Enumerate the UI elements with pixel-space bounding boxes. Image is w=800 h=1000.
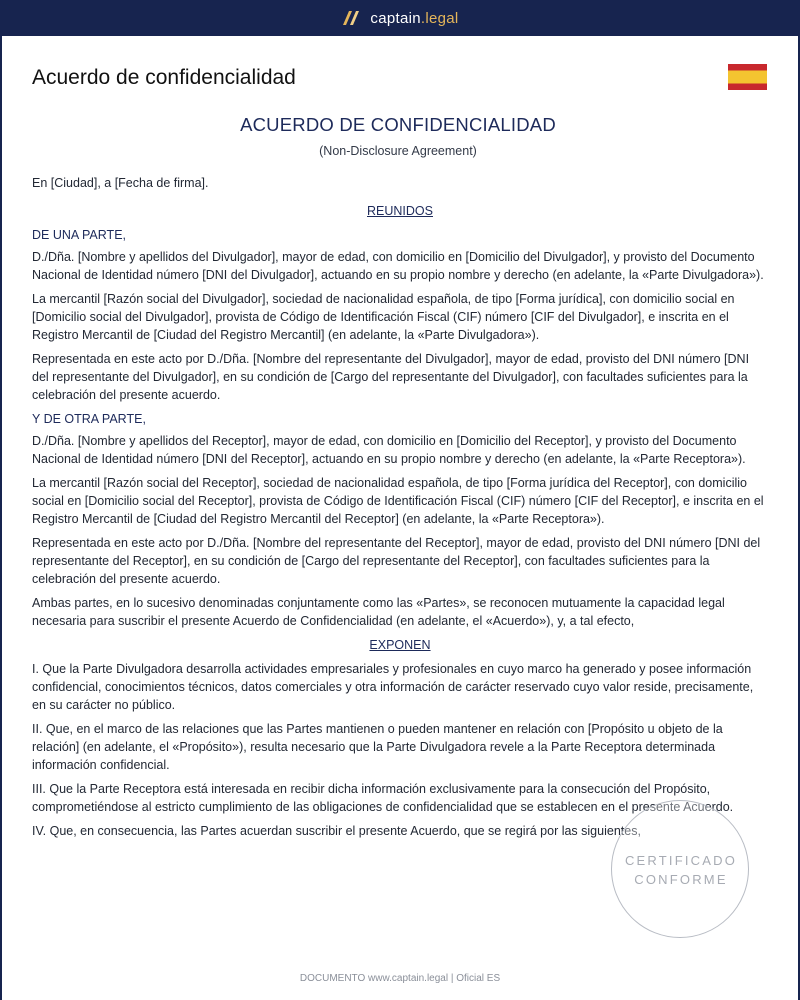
certified-stamp <box>611 800 749 938</box>
section-heading-reunidos: REUNIDOS <box>367 204 433 218</box>
stamp-line-1: CERTIFICADO <box>624 853 738 868</box>
page-title: Acuerdo de confidencialidad <box>32 66 296 89</box>
party-two-heading: Y DE OTRA PARTE, <box>32 412 146 426</box>
document-title: ACUERDO DE CONFIDENCIALIDAD <box>240 114 556 135</box>
document-subtitle: (Non-Disclosure Agreement) <box>319 144 477 158</box>
exponen-item: I. Que la Parte Divulgadora desarrolla actividades empresariales y profesionales en cuyo marco ha generado y posee información confidencial, conocimientos técnicos, datos comerciales y otra información de carácter reservado cuyo valor reside, precisamente, en su carácter no público. <box>32 662 754 712</box>
document-body <box>32 174 768 846</box>
exponen-item: IV. Que, en consecuencia, las Partes acuerdan suscribir el presente Acuerdo, que se regirá por las siguientes, <box>32 824 641 838</box>
brand-name: captain.legal <box>370 9 459 27</box>
place-date: En [Ciudad], a [Fecha de firma]. <box>32 176 209 190</box>
footer: DOCUMENTO www.captain.legal | Oficial ES <box>299 973 501 984</box>
party-two-paragraph: Representada en este acto por D./Dña. [Nombre del representante del Receptor], mayor de edad, provisto del DNI número [DNI del representante del Receptor], en su condición de [Cargo del representante del Receptor], con facultades suficientes para la celebración del presente acuerdo. <box>32 536 761 586</box>
exponen-item: III. Que la Parte Receptora está interesada en recibir dicha información exclusivamente para la consecución del Propósito, comprometiéndose al estricto cumplimiento de las obligaciones de confidencialidad que se establecen en el presente Acuerdo. <box>32 782 734 814</box>
party-two-paragraph: D./Dña. [Nombre y apellidos del Receptor], mayor de edad, con domicilio en [Domicilio del Receptor], y provisto del Documento Nacional de Identidad número [DNI del Receptor], actuando en su propio nombre y derecho (en adelante, la «Parte Receptora»). <box>32 434 746 466</box>
party-two-paragraph: La mercantil [Razón social del Receptor], sociedad de nacionalidad española, de tipo [Forma jurídica del Receptor], con domicilio social en [Domicilio social del Receptor], provista de Código de Identificación Fiscal (CIF) número [CIF del Receptor], e inscrita en el Registro Mercantil de [Ciudad del Registro Mercantil del Receptor] (en adelante, la «Parte Receptora»). <box>32 476 764 526</box>
top-bar <box>0 0 800 36</box>
section-heading-exponen: EXPONEN <box>369 638 431 652</box>
double-slash-logo-icon <box>341 10 361 26</box>
party-one-heading: DE UNA PARTE, <box>32 228 127 242</box>
parties-paragraph: Ambas partes, en lo sucesivo denominadas conjuntamente como las «Partes», se reconocen mutuamente la capacidad legal necesaria para suscribir el presente Acuerdo de Confidencialidad (en adelante, el «Acuerdo»), y, a tal efecto, <box>32 596 725 628</box>
stamp-line-2: CONFORME <box>634 872 728 887</box>
party-one-paragraph: La mercantil [Razón social del Divulgador], sociedad de nacionalidad española, de tipo [Forma jurídica], con domicilio social en [Domicilio social del Divulgador], provista de Código de Identificación Fiscal (CIF) número [CIF del Divulgador], e inscrita en el Registro Mercantil de [Ciudad del Registro Mercantil] (en adelante, la «Parte Divulgadora»). <box>32 292 735 342</box>
spain-flag-icon <box>728 64 767 90</box>
brand[interactable] <box>341 10 458 27</box>
exponen-item: II. Que, en el marco de las relaciones que las Partes mantienen o pueden mantener en relación con [Propósito u objeto de la relación] (en adelante, el «Propósito»), resulta necesario que la Parte Divulgadora revele a la Parte Receptora determinada información confidencial. <box>32 722 723 772</box>
party-one-paragraph: Representada en este acto por D./Dña. [Nombre del representante del Divulgador], mayor de edad, provisto del DNI número [DNI del representante del Divulgador], en su condición de [Cargo del representante del Divulgador], con facultades suficientes para la celebración del presente acuerdo. <box>32 352 750 402</box>
party-one-paragraph: D./Dña. [Nombre y apellidos del Divulgador], mayor de edad, con domicilio en [Domicilio del Divulgador], y provisto del Documento Nacional de Identidad número [DNI del Divulgador], actuando en su propio nombre y derecho (en adelante, la «Parte Divulgadora»). <box>32 250 764 282</box>
